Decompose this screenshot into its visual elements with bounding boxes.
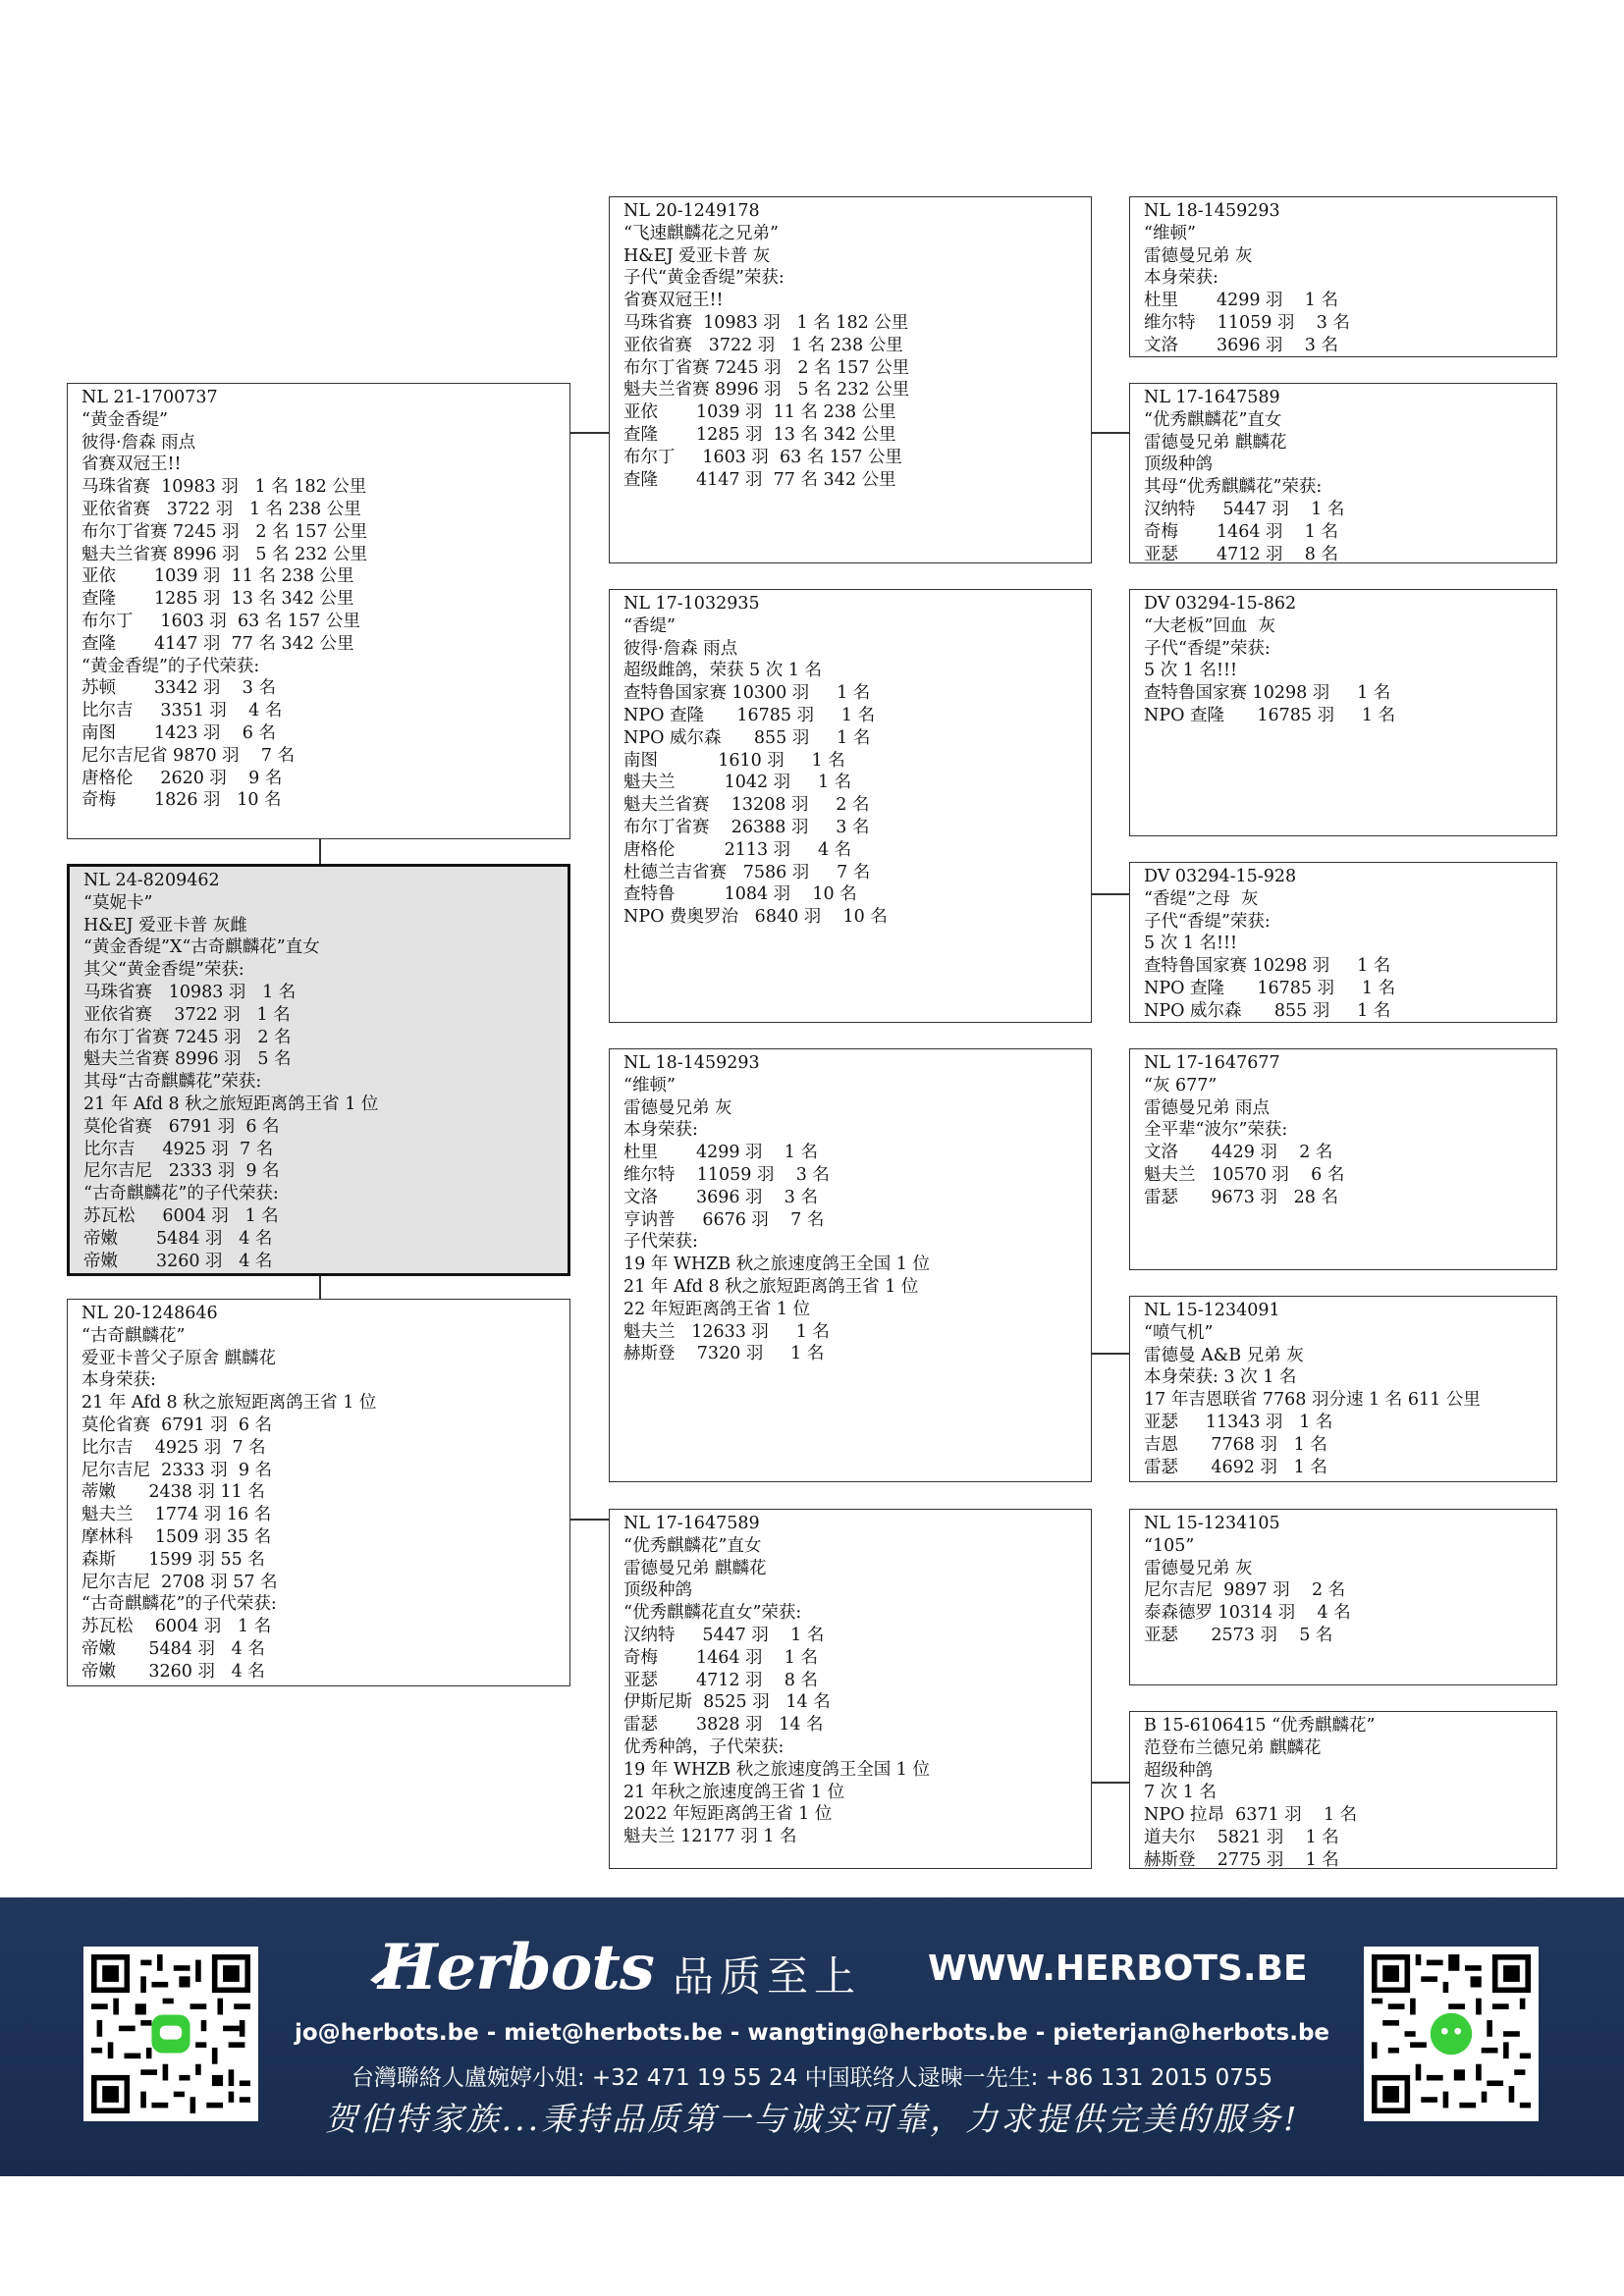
card-line: 唐格伦 2113 羽 4 名 (623, 839, 852, 860)
pedigree-card-sire (67, 383, 570, 839)
card-line: 查特鲁 1084 羽 10 名 (623, 884, 857, 905)
card-line: 雷德曼 A&B 兄弟 灰 (1144, 1345, 1304, 1365)
card-line: 莫伦省赛 6791 羽 6 名 (83, 1116, 280, 1137)
card-line: “香缇” (623, 615, 676, 636)
card-line: 超级雌鸽，荣获 5 次 1 名 (623, 661, 823, 681)
ring-number: NL 17-1647589 (1144, 388, 1280, 407)
card-line: 17 年吉恩联省 7768 羽分速 1 名 611 公里 (1144, 1390, 1481, 1411)
card-line: 爱亚卡普父子原舍 麒麟花 (81, 1348, 277, 1368)
card-line: NPO 费奥罗治 6840 羽 10 名 (623, 907, 888, 928)
card-line: 省赛双冠王!! (81, 454, 182, 475)
card-line: “大老板”回血 灰 (1144, 615, 1276, 636)
card-line: 唐格伦 2620 羽 9 名 (81, 768, 283, 788)
card-line: 吉恩 7768 羽 1 名 (1144, 1434, 1327, 1455)
ring-number: DV 03294-15-928 (1144, 867, 1297, 886)
card-line: 查特鲁国家赛 10300 羽 1 名 (623, 683, 871, 704)
pedigree-card-sire-dam (609, 589, 1092, 1023)
card-line: 本身荣获: (1144, 268, 1218, 289)
card-line: “灰 677” (1144, 1075, 1218, 1095)
card-line: 赫斯登 2775 羽 1 名 (1144, 1849, 1339, 1869)
card-line: 2022 年短距离鸽王省 1 位 (623, 1804, 833, 1825)
brand-logo[interactable]: Herbots (378, 1931, 654, 2004)
card-line: 21 年 Afd 8 秋之旅短距离鸽王省 1 位 (81, 1393, 377, 1414)
connector-line (1090, 1353, 1129, 1355)
card-line: 文洛 3696 羽 3 名 (623, 1187, 818, 1207)
card-line: 亚瑟 4712 羽 8 名 (623, 1670, 818, 1690)
card-line: 雷德曼兄弟 雨点 (1144, 1097, 1271, 1118)
card-line: 苏瓦松 6004 羽 1 名 (83, 1205, 279, 1226)
card-line: 亚依省赛 3722 羽 1 名 238 公里 (623, 335, 903, 355)
card-line: 其母“优秀麒麟花”荣获: (1144, 477, 1323, 498)
card-line: “优秀麒麟花直女”荣获: (623, 1603, 802, 1624)
footer-banner (0, 1897, 1624, 2176)
ring-number: NL 18-1459293 (1144, 201, 1280, 221)
card-line: 魁夫兰省赛 13208 羽 2 名 (623, 795, 870, 816)
card-line: 19 年 WHZB 秋之旅速度鸽王全国 1 位 (623, 1759, 930, 1780)
card-line: 尼尔吉尼 2333 羽 9 名 (81, 1460, 273, 1480)
pedigree-card-gen4-4 (1129, 862, 1557, 1023)
ring-number: NL 15-1234105 (1144, 1514, 1280, 1533)
card-line: “莫妮卡” (83, 892, 153, 913)
card-line: 子代荣获: (623, 1232, 698, 1253)
card-line: “105” (1144, 1535, 1195, 1556)
card-line: 南图 1423 羽 6 名 (81, 722, 276, 743)
card-line: 魁夫兰省赛 8996 羽 5 名 (83, 1049, 292, 1070)
card-line: 查隆 1285 羽 13 名 342 公里 (81, 589, 354, 610)
card-line: 魁夫兰 1042 羽 1 名 (623, 773, 852, 793)
pedigree-card-dam (67, 1299, 570, 1686)
card-line: “黄金香缇”X“古奇麒麟花”直女 (83, 937, 320, 958)
pedigree-card-dam-dam (609, 1509, 1092, 1869)
card-line: 查隆 4147 羽 77 名 342 公里 (623, 469, 896, 490)
pedigree-card-dam-sire (609, 1048, 1092, 1482)
card-line: 帝嫩 5484 羽 4 名 (83, 1228, 273, 1249)
card-line: 帝嫩 3260 羽 4 名 (83, 1251, 273, 1271)
card-line: 雷德曼兄弟 麒麟花 (623, 1558, 767, 1578)
contact-emails[interactable]: jo@herbots.be - miet@herbots.be - wangting@herbots.be - pieterjan@herbots.be (294, 2020, 1330, 2046)
card-line: “优秀麒麟花”直女 (623, 1535, 762, 1556)
footer-tagline: 贺伯特家族...秉持品质第一与诚实可靠，力求提供完美的服务! (324, 2100, 1300, 2138)
card-line: 道夫尔 5821 羽 1 名 (1144, 1827, 1339, 1847)
connector-line (319, 1275, 321, 1299)
card-line: 布尔丁 1603 羽 63 名 157 公里 (623, 447, 902, 467)
card-line: 亚瑟 4712 羽 8 名 (1144, 544, 1338, 563)
card-line: 亨讷普 6676 羽 7 名 (623, 1209, 825, 1230)
card-line: 维尔特 11059 羽 3 名 (623, 1164, 830, 1185)
card-line: 亚瑟 11343 羽 1 名 (1144, 1412, 1333, 1432)
card-line: 尼尔吉尼 2708 羽 57 名 (81, 1572, 278, 1592)
card-line: 比尔吉 4925 羽 7 名 (83, 1139, 274, 1159)
card-line: 魁夫兰 12177 羽 1 名 (623, 1827, 797, 1847)
pedigree-card-gen4-3 (1129, 589, 1557, 836)
connector-line (569, 432, 609, 434)
brand-slogan: 品质至上 (673, 1952, 862, 2001)
card-line: NPO 查隆 16785 羽 1 名 (623, 705, 876, 725)
card-line: 杜里 4299 羽 1 名 (623, 1143, 818, 1163)
card-line: 子代“香缇”荣获: (1144, 911, 1271, 932)
card-line: 泰森德罗 10314 羽 4 名 (1144, 1603, 1351, 1624)
card-line: 其父“黄金香缇”荣获: (83, 960, 244, 981)
contact-phones: 台灣聯絡人盧婉婷小姐: +32 471 19 55 24 中国联络人逯暕一先生: +86 131 2015 0755 (351, 2065, 1273, 2091)
card-line: “古奇麒麟花”的子代荣获: (83, 1184, 279, 1204)
card-line: 莫伦省赛 6791 羽 6 名 (81, 1415, 273, 1435)
card-line: 魁夫兰 1774 羽 16 名 (81, 1505, 272, 1525)
card-line: 21 年秋之旅速度鸽王省 1 位 (623, 1782, 845, 1802)
card-line: 伊斯尼斯 8525 羽 14 名 (623, 1692, 831, 1713)
card-line: NPO 查隆 16785 羽 1 名 (1144, 705, 1396, 725)
card-line: 雷瑟 4692 羽 1 名 (1144, 1457, 1327, 1477)
ring-number: B 15-6106415 “优秀麒麟花” (1144, 1716, 1376, 1735)
card-line: 22 年短距离鸽王省 1 位 (623, 1299, 811, 1319)
card-line: 范登布兰德兄弟 麒麟花 (1144, 1737, 1322, 1758)
card-line: 摩林科 1509 羽 35 名 (81, 1526, 272, 1547)
card-line: 本身荣获: (81, 1370, 156, 1391)
card-line: 布尔丁省赛 7245 羽 2 名 157 公里 (81, 521, 368, 542)
card-line: 雷瑟 9673 羽 28 名 (1144, 1187, 1338, 1207)
pedigree-card-gen4-2 (1129, 383, 1557, 563)
ring-number: NL 21-1700737 (81, 388, 218, 407)
card-line: NPO 拉昂 6371 羽 1 名 (1144, 1805, 1358, 1826)
card-line: 亚依 1039 羽 11 名 238 公里 (623, 402, 896, 423)
ring-number: NL 17-1647677 (1144, 1053, 1280, 1073)
card-line: 本身荣获: (623, 1120, 698, 1141)
card-line: 省赛双冠王!! (623, 291, 724, 311)
card-line: 苏瓦松 6004 羽 1 名 (81, 1617, 272, 1637)
card-line: 帝嫩 3260 羽 4 名 (81, 1661, 265, 1682)
pedigree-card-gen4-7 (1129, 1509, 1557, 1685)
card-line: 优秀种鸽，子代荣获: (623, 1736, 785, 1757)
card-line: “香缇”之母 灰 (1144, 888, 1259, 909)
card-line: 雷瑟 3828 羽 14 名 (623, 1715, 824, 1735)
connector-line (1090, 432, 1129, 434)
card-line: 尼尔吉尼省 9870 羽 7 名 (81, 745, 296, 766)
card-line: 杜里 4299 羽 1 名 (1144, 291, 1338, 311)
card-line: 布尔丁省赛 26388 羽 3 名 (623, 817, 870, 837)
card-line: “维顿” (1144, 223, 1196, 243)
card-line: 亚依 1039 羽 11 名 238 公里 (81, 566, 354, 587)
card-line: 21 年 Afd 8 秋之旅短距离鸽王省 1 位 (623, 1276, 919, 1297)
card-line: 魁夫兰省赛 8996 羽 5 名 232 公里 (81, 544, 368, 564)
card-line: 雷德曼兄弟 灰 (1144, 245, 1253, 266)
card-line: “黄金香缇” (81, 409, 168, 430)
card-line: 彼得·詹森 雨点 (623, 638, 738, 659)
card-line: 南图 1610 羽 1 名 (623, 750, 845, 771)
pedigree-card-sire-sire (609, 196, 1092, 563)
card-line: 尼尔吉尼 2333 羽 9 名 (83, 1161, 280, 1182)
card-line: NPO 威尔森 855 羽 1 名 (1144, 1000, 1391, 1021)
card-line: 苏顿 3342 羽 3 名 (81, 678, 276, 699)
card-line: 维尔特 11059 羽 3 名 (1144, 312, 1350, 333)
card-line: 尼尔吉尼 9897 羽 2 名 (1144, 1580, 1346, 1601)
card-line: 赫斯登 7320 羽 1 名 (623, 1344, 825, 1364)
card-line: 查隆 1285 羽 13 名 342 公里 (623, 424, 896, 445)
card-line: 亚瑟 2573 羽 5 名 (1144, 1625, 1333, 1645)
card-line: 森斯 1599 羽 55 名 (81, 1549, 265, 1570)
card-line: 本身荣获: 3 次 1 名 (1144, 1367, 1297, 1388)
card-line: 比尔吉 4925 羽 7 名 (81, 1437, 266, 1458)
card-line: 马珠省赛 10983 羽 1 名 182 公里 (623, 312, 909, 333)
connector-line (1090, 1782, 1129, 1784)
ring-number: NL 17-1032935 (623, 594, 760, 614)
card-line: 查隆 4147 羽 77 名 342 公里 (81, 633, 354, 654)
card-line: 彼得·詹森 雨点 (81, 432, 196, 453)
card-line: 全平辈“波尔”荣获: (1144, 1120, 1288, 1141)
card-line: 汉纳特 5447 羽 1 名 (623, 1625, 825, 1645)
card-line: 5 次 1 名!!! (1144, 661, 1238, 681)
card-line: 雷德曼兄弟 麒麟花 (1144, 432, 1287, 453)
card-line: 文洛 3696 羽 3 名 (1144, 335, 1338, 355)
ring-number: NL 24-8209462 (83, 871, 220, 890)
card-line: 顶级种鸽 (623, 1580, 692, 1601)
card-line: 查特鲁国家赛 10298 羽 1 名 (1144, 956, 1391, 977)
pedigree-card-gen4-8 (1129, 1711, 1557, 1869)
card-line: 帝嫩 5484 羽 4 名 (81, 1638, 265, 1659)
card-line: “古奇麒麟花”的子代荣获: (81, 1594, 277, 1615)
card-line: 子代“黄金香缇”荣获: (623, 268, 785, 289)
card-line: 雷德曼兄弟 灰 (623, 1097, 732, 1118)
card-line: 魁夫兰 10570 羽 6 名 (1144, 1164, 1345, 1185)
card-line: 超级种鸽 (1144, 1760, 1213, 1781)
card-line: 查特鲁国家赛 10298 羽 1 名 (1144, 683, 1391, 704)
pedigree-card-gen4-1 (1129, 196, 1557, 357)
ring-number: DV 03294-15-862 (1144, 594, 1297, 614)
card-line: 魁夫兰省赛 8996 羽 5 名 232 公里 (623, 380, 910, 400)
card-line: 蒂嫩 2438 羽 11 名 (81, 1482, 265, 1503)
card-line: “飞速麒麟花之兄弟” (623, 223, 779, 243)
card-line: H&EJ 爱亚卡普 灰雌 (83, 915, 247, 935)
ring-number: NL 18-1459293 (623, 1053, 760, 1073)
ring-number: NL 17-1647589 (623, 1514, 760, 1533)
card-line: “黄金香缇”的子代荣获: (81, 656, 260, 676)
card-line: “优秀麒麟花”直女 (1144, 409, 1282, 430)
connector-line (319, 839, 321, 865)
card-line: 文洛 4429 羽 2 名 (1144, 1143, 1333, 1163)
card-line: 汉纳特 5447 羽 1 名 (1144, 499, 1345, 519)
card-line: 马珠省赛 10983 羽 1 名 182 公里 (81, 477, 367, 498)
card-line: NPO 查隆 16785 羽 1 名 (1144, 978, 1396, 998)
ring-number: NL 15-1234091 (1144, 1301, 1280, 1320)
card-line: 子代“香缇”荣获: (1144, 638, 1271, 659)
ring-number: NL 20-1249178 (623, 201, 760, 221)
card-line: 其母“古奇麒麟花”荣获: (83, 1072, 262, 1093)
pedigree-card-gen4-5 (1129, 1048, 1557, 1270)
card-line: 21 年 Afd 8 秋之旅短距离鸽王省 1 位 (83, 1094, 379, 1114)
pedigree-card-gen4-6 (1129, 1296, 1557, 1482)
card-line: 杜德兰吉省赛 7586 羽 7 名 (623, 862, 871, 882)
card-line: 布尔丁省赛 7245 羽 2 名 157 公里 (623, 357, 910, 378)
card-line: 奇梅 1464 羽 1 名 (623, 1647, 818, 1668)
card-line: 雷德曼兄弟 灰 (1144, 1558, 1253, 1578)
card-line: “喷气机” (1144, 1322, 1214, 1343)
card-line: NPO 威尔森 855 羽 1 名 (623, 727, 871, 748)
card-line: 布尔丁省赛 7245 羽 2 名 (83, 1027, 292, 1047)
card-line: 顶级种鸽 (1144, 454, 1213, 475)
card-line: 7 次 1 名 (1144, 1783, 1217, 1803)
card-line: 亚依省赛 3722 羽 1 名 (83, 1004, 291, 1025)
card-line: 5 次 1 名!!! (1144, 934, 1238, 954)
card-line: “维顿” (623, 1075, 676, 1095)
card-line: 19 年 WHZB 秋之旅速度鸽王全国 1 位 (623, 1255, 930, 1275)
ring-number: NL 20-1248646 (81, 1304, 218, 1323)
card-line: H&EJ 爱亚卡普 灰 (623, 245, 771, 266)
website-link[interactable]: WWW.HERBOTS.BE (928, 1949, 1308, 1989)
card-line: “古奇麒麟花” (81, 1325, 186, 1346)
connector-line (1090, 893, 1129, 895)
card-line: 比尔吉 3351 羽 4 名 (81, 701, 283, 721)
pedigree-card-subject (67, 864, 570, 1276)
connector-line (569, 1519, 609, 1521)
card-line: 布尔丁 1603 羽 63 名 157 公里 (81, 611, 360, 631)
card-line: 奇梅 1826 羽 10 名 (81, 790, 282, 811)
card-line: 马珠省赛 10983 羽 1 名 (83, 982, 297, 1002)
card-line: 奇梅 1464 羽 1 名 (1144, 521, 1338, 542)
card-line: 魁夫兰 12633 羽 1 名 (623, 1321, 830, 1342)
card-line: 亚依省赛 3722 羽 1 名 238 公里 (81, 499, 361, 519)
